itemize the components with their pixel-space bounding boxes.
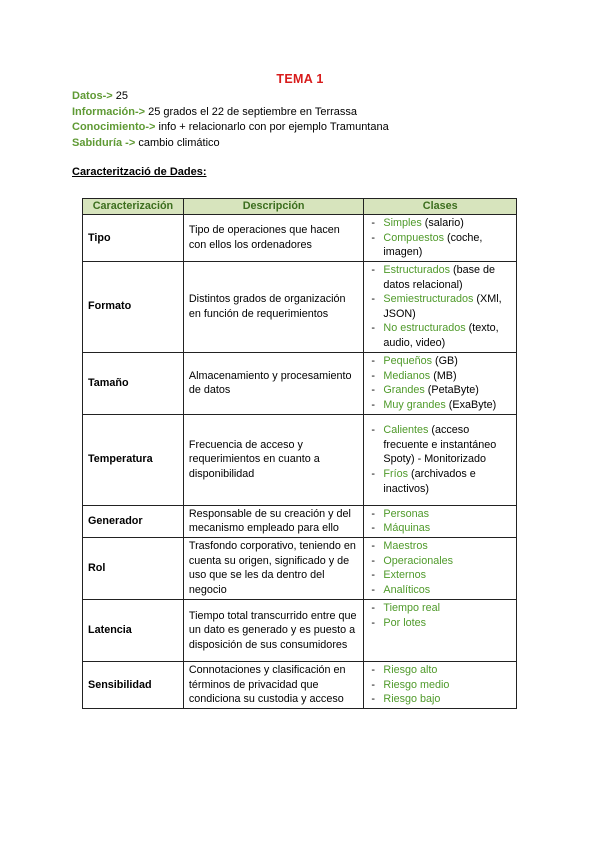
row-classes — [364, 215, 517, 262]
row-classes — [364, 414, 517, 505]
class-item: - Medianos (MB) — [369, 369, 511, 384]
class-item: - Calientes (acceso frecuente e instantáneo Spoty) - Monitorizado — [369, 423, 511, 467]
table-row — [83, 352, 517, 414]
row-description: Tipo de operaciones que hacen con ellos los ordenadores — [183, 215, 364, 262]
row-description: Responsable de su creación y del mecanismo empleado para ello — [183, 505, 364, 537]
table-row — [83, 261, 517, 352]
table-row — [83, 661, 517, 708]
page-title: TEMA 1 — [276, 72, 324, 86]
row-classes — [364, 261, 517, 352]
definition-arrow: -> — [145, 121, 159, 134]
class-item: - Personas — [369, 507, 511, 522]
table-header-row — [83, 199, 517, 215]
definition-term: Información — [72, 105, 135, 118]
header-caracterizacion: Caracterización — [83, 199, 184, 215]
class-item: - Analíticos — [369, 583, 511, 598]
row-description: Distintos grados de organización en función de requerimientos — [183, 261, 364, 352]
definition-arrow: -> — [134, 105, 149, 118]
table-row — [83, 505, 517, 537]
row-description: Tiempo total transcurrido entre que un dato es generado y es puesto a disposición de sus consumidores — [183, 599, 364, 661]
row-name: Tamaño — [83, 352, 184, 414]
class-item: - Maestros — [369, 539, 511, 554]
definition-arrow: -> — [122, 136, 139, 149]
definition-value: 25 — [115, 90, 128, 102]
row-description: Trasfondo corporativo, teniendo en cuenta su origen, significado y de uso que se les da dentro del negocio — [183, 537, 364, 599]
definition-value: 25 grados el 22 de septiembre en Terrassa — [148, 105, 358, 118]
section-title: Caracterització de Dades: — [72, 166, 207, 178]
class-item: - Externos — [369, 568, 511, 583]
definition-conocimiento — [72, 120, 389, 136]
class-item: - Máquinas — [369, 521, 511, 536]
table-row — [83, 537, 517, 599]
class-item: - Tiempo real — [369, 601, 511, 616]
row-name: Generador — [83, 505, 184, 537]
row-name: Tipo — [83, 215, 184, 262]
class-item: - Por lotes — [369, 616, 511, 631]
class-item: - Riesgo alto — [369, 663, 511, 678]
definition-term: Datos — [72, 90, 103, 102]
definition-arrow: -> — [102, 90, 116, 102]
row-name: Formato — [83, 261, 184, 352]
class-item: - Pequeños (GB) — [369, 354, 511, 369]
row-name: Temperatura — [83, 414, 184, 505]
table-row — [83, 414, 517, 505]
row-description: Connotaciones y clasificación en términos de privacidad que condiciona su custodia y acceso — [183, 661, 364, 708]
class-item: - Simples (salario) — [369, 216, 511, 231]
definition-term: Conocimiento — [72, 121, 146, 134]
class-item: - Grandes (PetaByte) — [369, 383, 511, 398]
class-item: - Riesgo bajo — [369, 692, 511, 707]
row-name: Sensibilidad — [83, 661, 184, 708]
class-item: - Riesgo medio — [369, 678, 511, 693]
header-descripcion: Descripción — [183, 199, 364, 215]
table-row — [83, 215, 517, 262]
class-item: - Estructurados (base de datos relacional) — [369, 263, 511, 292]
row-classes — [364, 661, 517, 708]
class-item: - Operacionales — [369, 554, 511, 569]
definition-datos — [72, 89, 389, 105]
class-item: - Semiestructurados (XMl, JSON) — [369, 292, 511, 321]
class-item: - Compuestos (coche, imagen) — [369, 231, 511, 260]
header-clases: Clases — [364, 199, 517, 215]
row-name: Latencia — [83, 599, 184, 661]
definition-value: info + relacionarlo con por ejemplo Tramuntana — [158, 121, 389, 134]
definition-sabiduria — [72, 136, 389, 152]
definition-value: cambio climático — [138, 136, 220, 149]
class-item: - No estructurados (texto, audio, video) — [369, 321, 511, 350]
definition-term: Sabiduría — [72, 136, 123, 149]
table-row — [83, 599, 517, 661]
row-description: Almacenamiento y procesamiento de datos — [183, 352, 364, 414]
characterization-table — [82, 198, 517, 709]
definition-informacion — [72, 105, 389, 121]
row-classes — [364, 505, 517, 537]
row-classes — [364, 352, 517, 414]
class-item: - Fríos (archivados e inactivos) — [369, 467, 511, 496]
row-description: Frecuencia de acceso y requerimientos en cuanto a disponibilidad — [183, 414, 364, 505]
row-classes — [364, 537, 517, 599]
row-classes — [364, 599, 517, 661]
definitions-list — [72, 89, 389, 151]
class-item: - Muy grandes (ExaByte) — [369, 398, 511, 413]
row-name: Rol — [83, 537, 184, 599]
